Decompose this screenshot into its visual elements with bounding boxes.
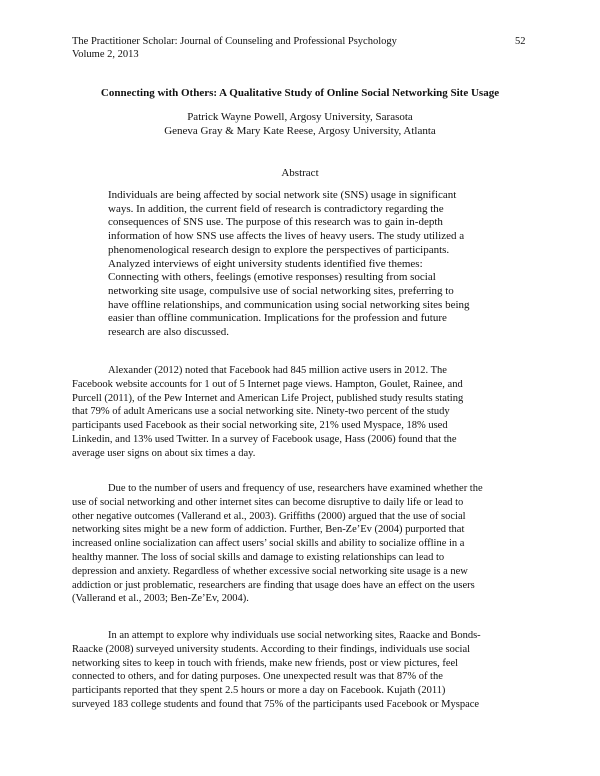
author-line: Geneva Gray & Mary Kate Reese, Argosy University, Atlanta xyxy=(164,125,436,137)
running-head xyxy=(72,35,397,61)
abstract-line: Connecting with others, feelings (emotive responses) resulting from social xyxy=(108,271,436,284)
paragraph-line: Raacke (2008) surveyed university students. According to their findings, individuals use social xyxy=(72,643,471,655)
paragraph-line: Facebook website accounts for 1 out of 5 Internet page views. Hampton, Goulet, Rainee, and xyxy=(72,378,463,390)
abstract-text xyxy=(108,189,492,340)
paragraph-line: (Vallerand et al., 2003; Ben-Ze’Ev, 2004). xyxy=(72,593,249,605)
volume-info: Volume 2, 2013 xyxy=(72,49,139,60)
author-line: Patrick Wayne Powell, Argosy University, Sarasota xyxy=(187,111,413,123)
paragraph-line: participants used Facebook as their social networking site, 21% used Myspace, 18% used xyxy=(72,420,448,432)
abstract-line: ways. In addition, the current field of research is contradictory regarding the xyxy=(108,202,444,215)
body-paragraph xyxy=(72,482,528,606)
journal-name: The Practitioner Scholar: Journal of Counseling and Professional Psychology xyxy=(72,36,397,47)
paragraph-line: healthy manner. The loss of social skills and damage to existing relationships can lead to xyxy=(72,551,445,563)
abstract-line: networking site usage, compulsive use of social networking sites, preferring to xyxy=(108,284,454,297)
abstract-line: information of how SNS use affects the lives of heavy users. The study utilized a xyxy=(108,230,465,243)
abstract-line: phenomenological research design to explore the perspectives of participants. xyxy=(108,243,450,256)
paragraph-line: surveyed 183 college students and found that 75% of the participants used Facebook or Myspace xyxy=(72,698,480,710)
paragraph-line: connected to others, and for dating purposes. One unexpected result was that 87% of the xyxy=(72,671,443,683)
body-paragraph xyxy=(72,364,528,461)
paragraph-line: use of social networking and other internet sites can become disruptive to daily life or lead to xyxy=(72,496,464,508)
paragraph-line: In an attempt to explore why individuals use social networking sites, Raacke and Bonds- xyxy=(108,630,481,641)
paragraph-line: that 79% of adult Americans use a social networking site. Ninety-two percent of the study xyxy=(72,406,450,418)
abstract-line: research are also discussed. xyxy=(108,326,229,339)
abstract-heading: Abstract xyxy=(281,167,319,179)
abstract-line: easier than offline communication. Implications for the profession and future xyxy=(108,312,447,325)
paragraph-line: Due to the number of users and frequency of use, researchers have examined whether the xyxy=(108,483,483,494)
article-title: Connecting with Others: A Qualitative Study of Online Social Networking Site Usage xyxy=(100,87,500,99)
abstract-line: Analyzed interviews of eight university students identified five themes: xyxy=(108,257,423,270)
paragraph-line: participants reported that they spent 2.5 hours or more a day on Facebook. Kujath (2011) xyxy=(72,685,446,697)
body-paragraph xyxy=(72,629,528,712)
abstract-line: Individuals are being affected by social network site (SNS) usage in significant xyxy=(108,189,457,201)
paragraph-line: networking sites might be a new form of addiction. Further, Ben-Ze’Ev (2004) purported that xyxy=(72,524,465,536)
paragraph-line: Linkedin, and 13% used Twitter. In a survey of Facebook usage, Hass (2006) found that the xyxy=(72,433,457,445)
paragraph-line: increased online socialization can affect users’ social skills and ability to socialize offline in a xyxy=(72,538,465,550)
paragraph-line: Alexander (2012) noted that Facebook had 845 million active users in 2012. The xyxy=(108,365,447,376)
page-number: 52 xyxy=(515,36,526,47)
paragraph-line: average user signs on about six times a day. xyxy=(72,447,256,459)
paragraph-line: other negative outcomes (Vallerand et al., 2003). Griffiths (2000) argued that the use of social xyxy=(72,510,466,522)
paragraph-line: Purcell (2011), of the Pew Internet and American Life Project, published study results stating xyxy=(72,392,464,404)
author-block xyxy=(72,110,528,138)
abstract-line: consequences of SNS use. The purpose of this research was to gain in-depth xyxy=(108,216,443,229)
paragraph-line: networking sites to keep in touch with friends, make new friends, post or view pictures, feel xyxy=(72,657,459,669)
paragraph-line: depression and anxiety. Regardless of whether excessive social networking site usage is a new xyxy=(72,565,468,577)
abstract-line: have offline relationships, and communication using social networking sites being xyxy=(108,298,470,311)
paragraph-line: addiction or just problematic, researchers are finding that usage does have an effect on the users xyxy=(72,579,475,591)
